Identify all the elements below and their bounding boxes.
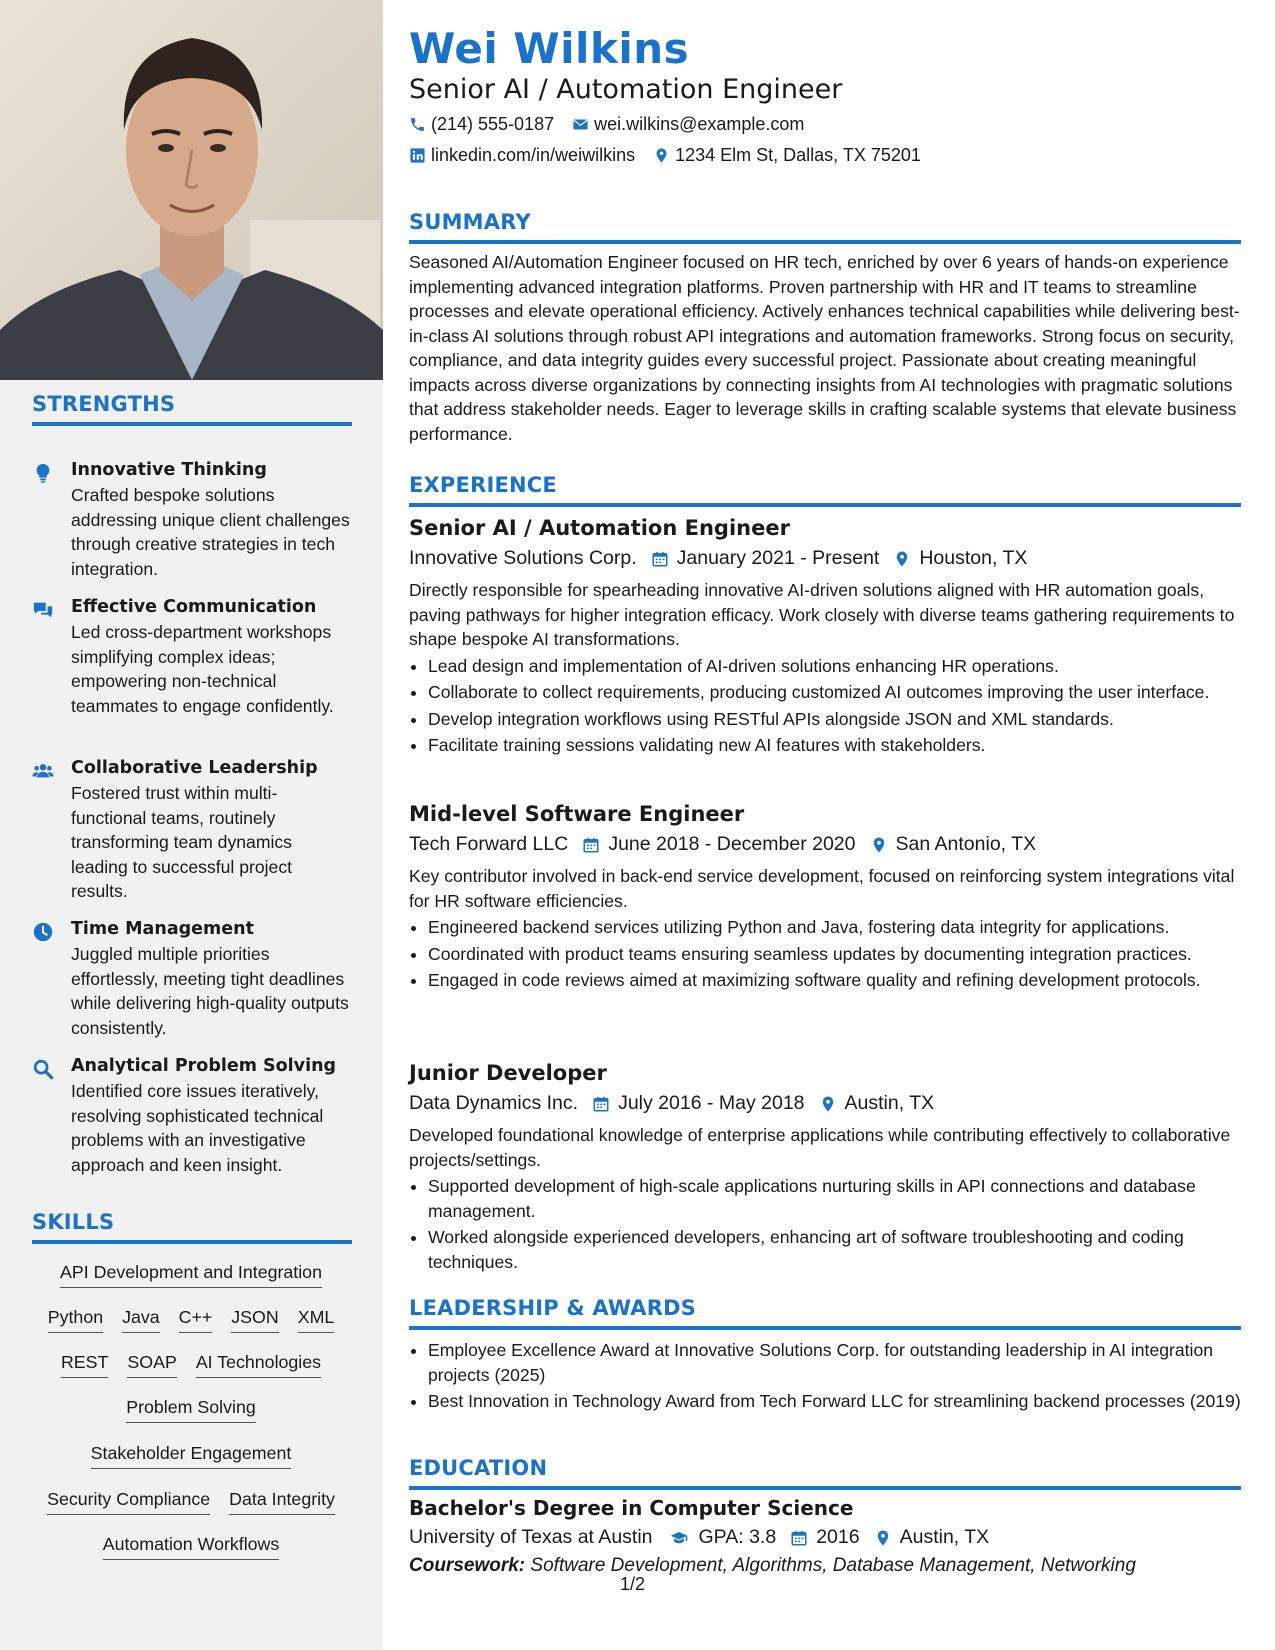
awards-section xyxy=(409,1296,1241,1416)
calendar-icon xyxy=(582,836,600,854)
strengths-heading: STRENGTHS xyxy=(32,392,176,416)
graduation-cap-icon xyxy=(667,1529,691,1547)
job-entry xyxy=(409,1061,1241,1276)
awards-list xyxy=(409,1338,1241,1414)
strength-item xyxy=(32,460,352,581)
skill-tag: Data Integrity xyxy=(229,1489,335,1515)
job-meta xyxy=(409,547,1241,570)
skills-row xyxy=(30,1443,352,1469)
skill-tag: SOAP xyxy=(127,1352,176,1378)
job-bullets xyxy=(409,915,1241,993)
job-bullet: • Coordinated with product teams ensuring seamless updates by documenting integration practices. xyxy=(428,942,1241,967)
job-meta xyxy=(409,833,1241,856)
skills-row xyxy=(30,1262,352,1288)
job-company: Innovative Solutions Corp. xyxy=(409,547,637,569)
skills-row xyxy=(30,1352,352,1378)
job-description: Key contributor involved in back-end service development, focused on reinforcing system integrations vital for HR software efficiencies. xyxy=(409,866,1235,911)
candidate-title: Senior AI / Automation Engineer xyxy=(409,74,843,105)
skill-tag: API Development and Integration xyxy=(60,1262,322,1288)
coursework-text: Software Development, Algorithms, Database Management, Networking xyxy=(530,1555,1136,1576)
job-company: Tech Forward LLC xyxy=(409,833,569,855)
gpa-text: GPA: 3.8 xyxy=(698,1526,777,1548)
skill-tag: Automation Workflows xyxy=(103,1534,280,1560)
profile-photo xyxy=(0,0,383,380)
phone-icon xyxy=(409,116,426,133)
strengths-rule xyxy=(32,422,352,426)
skills-row xyxy=(30,1489,352,1515)
map-pin-icon xyxy=(893,550,911,568)
job-bullet: • Collaborate to collect requirements, producing customized AI outcomes improving the user interface. xyxy=(428,680,1241,705)
strength-title: Effective Communication xyxy=(71,597,317,617)
degree-title: Bachelor's Degree in Computer Science xyxy=(409,1496,854,1520)
awards-rule xyxy=(409,1326,1241,1330)
education-section xyxy=(409,1456,1241,1577)
skill-tag: AI Technologies xyxy=(196,1352,321,1378)
address-text: 1234 Elm St, Dallas, TX 75201 xyxy=(675,145,921,165)
skill-tag: Stakeholder Engagement xyxy=(91,1443,292,1469)
job-title: Mid-level Software Engineer xyxy=(409,802,745,826)
skills-row xyxy=(30,1307,352,1333)
strength-item xyxy=(32,919,352,1040)
job-entry xyxy=(409,516,1241,760)
school-location: Austin, TX xyxy=(899,1526,990,1548)
page-number: 1/2 xyxy=(620,1574,646,1594)
linkedin-text: linkedin.com/in/weiwilkins xyxy=(431,145,636,165)
skill-tag: Java xyxy=(122,1307,160,1333)
skills-rule xyxy=(32,1240,352,1244)
search-icon xyxy=(32,1058,54,1080)
envelope-icon xyxy=(572,116,589,133)
skill-tag: Security Compliance xyxy=(47,1489,210,1515)
address-contact xyxy=(653,145,921,166)
lightbulb-icon xyxy=(32,462,54,484)
linkedin-icon xyxy=(409,147,426,164)
graduation-year: 2016 xyxy=(816,1526,860,1548)
summary-heading: SUMMARY xyxy=(409,210,531,234)
job-company: Data Dynamics Inc. xyxy=(409,1092,579,1114)
job-bullets xyxy=(409,1174,1241,1274)
job-bullet: • Worked alongside experienced developers, enhancing art of software troubleshooting and coding techniques. xyxy=(428,1225,1241,1274)
experience-section xyxy=(409,473,1241,507)
candidate-name: Wei Wilkins xyxy=(409,24,690,73)
job-meta xyxy=(409,1092,1241,1115)
strength-item xyxy=(32,758,352,904)
strength-title: Analytical Problem Solving xyxy=(71,1056,337,1076)
strength-item xyxy=(32,1056,352,1177)
users-icon xyxy=(32,760,54,782)
strength-title: Collaborative Leadership xyxy=(71,758,318,778)
contact-row xyxy=(409,114,804,135)
skill-tag: Python xyxy=(48,1307,103,1333)
skill-tag: REST xyxy=(61,1352,108,1378)
map-pin-icon xyxy=(870,836,888,854)
strength-title: Innovative Thinking xyxy=(71,460,267,480)
skill-tag: C++ xyxy=(179,1307,213,1333)
summary-rule xyxy=(409,240,1241,244)
calendar-icon xyxy=(790,1529,808,1547)
job-location: Houston, TX xyxy=(919,547,1028,569)
phone-contact xyxy=(409,114,554,135)
strength-desc: Led cross-department workshops simplifying complex ideas; empowering non-technical teammates to engage confidently. xyxy=(71,622,334,716)
job-location: Austin, TX xyxy=(844,1092,935,1114)
job-dates: June 2018 - December 2020 xyxy=(608,833,856,855)
award-item: • Employee Excellence Award at Innovative Solutions Corp. for outstanding leadership in AI integration projects (2025) xyxy=(428,1338,1241,1387)
job-bullet: • Supported development of high-scale applications nurturing skills in API connections and database management. xyxy=(428,1174,1241,1223)
summary-text: Seasoned AI/Automation Engineer focused on HR tech, enriched by over 6 years of hands-on experience implementing advanced integration platforms. Proven partnership with HR and IT teams to streamline processes and elevate operational efficiency. Actively enhances technical capabilities while delivering best-in-class AI solutions through robust API integrations and automation frameworks. Strong focus on security, compliance, and data integrity guides every successful project. Passionate about creating meaningful impacts across diverse organizations by connecting insights from AI technologies with pragmatic solutions that address stakeholder needs. Eager to leverage skills in crafting scalable systems that elevate business performance. xyxy=(409,252,1240,444)
job-title: Junior Developer xyxy=(409,1061,607,1085)
email-text: wei.wilkins@example.com xyxy=(594,114,805,134)
skill-tag: XML xyxy=(298,1307,335,1333)
job-bullet: • Engaged in code reviews aimed at maximizing software quality and refining development protocols. xyxy=(428,968,1241,993)
strength-item xyxy=(32,597,352,718)
skills-header xyxy=(32,1210,352,1244)
job-bullet: • Facilitate training sessions validating new AI features with stakeholders. xyxy=(428,733,1241,758)
clock-icon xyxy=(32,921,54,943)
calendar-icon xyxy=(592,1095,610,1113)
award-item: • Best Innovation in Technology Award from Tech Forward LLC for streamlining backend processes (2019) xyxy=(428,1389,1241,1414)
contact-row xyxy=(409,145,921,166)
map-pin-icon xyxy=(819,1095,837,1113)
job-entry xyxy=(409,802,1241,995)
experience-heading: EXPERIENCE xyxy=(409,473,557,497)
job-description: Developed foundational knowledge of enterprise applications while contributing effectively to collaborative projects/settings. xyxy=(409,1125,1231,1170)
coursework-line xyxy=(409,1555,1241,1577)
sidebar xyxy=(0,0,383,1650)
school-name: University of Texas at Austin xyxy=(409,1526,653,1548)
job-dates: July 2016 - May 2018 xyxy=(618,1092,805,1114)
job-bullet: • Lead design and implementation of AI-driven solutions enhancing HR operations. xyxy=(428,654,1241,679)
coursework-label: Coursework: xyxy=(409,1555,526,1576)
education-heading: EDUCATION xyxy=(409,1456,548,1480)
job-description: Directly responsible for spearheading innovative AI-driven solutions aligned with HR automation goals, paving pathways for higher integration efficacy. Work closely with diverse teams gathering requirements to shape bespoke AI transformations. xyxy=(409,580,1235,649)
map-pin-icon xyxy=(874,1529,892,1547)
phone-text: (214) 555-0187 xyxy=(431,114,555,134)
linkedin-contact[interactable] xyxy=(409,145,635,166)
strengths-header xyxy=(32,392,352,426)
email-contact[interactable] xyxy=(572,114,804,135)
comments-icon xyxy=(32,599,54,621)
job-bullets xyxy=(409,654,1241,758)
skills-row xyxy=(30,1397,352,1423)
job-bullet: • Develop integration workflows using RESTful APIs alongside JSON and XML standards. xyxy=(428,707,1241,732)
job-location: San Antonio, TX xyxy=(895,833,1037,855)
calendar-icon xyxy=(651,550,669,568)
skill-tag: Problem Solving xyxy=(126,1397,255,1423)
strength-desc: Fostered trust within multi-functional teams, routinely transforming team dynamics leading to successful project results. xyxy=(71,783,293,901)
skills-heading: SKILLS xyxy=(32,1210,115,1234)
map-pin-icon xyxy=(653,147,670,164)
strength-desc: Identified core issues iteratively, resolving sophisticated technical problems with an investigative approach and keen insight. xyxy=(71,1081,324,1175)
job-bullet: • Engineered backend services utilizing Python and Java, fostering data integrity for applications. xyxy=(428,915,1241,940)
strength-title: Time Management xyxy=(71,919,254,939)
job-dates: January 2021 - Present xyxy=(676,547,880,569)
awards-heading: LEADERSHIP & AWARDS xyxy=(409,1296,697,1320)
education-meta xyxy=(409,1526,1241,1549)
job-title: Senior AI / Automation Engineer xyxy=(409,516,790,540)
education-rule xyxy=(409,1486,1241,1490)
strength-desc: Crafted bespoke solutions addressing unique client challenges through creative strategies in tech integration. xyxy=(71,485,350,579)
skill-tag: JSON xyxy=(231,1307,278,1333)
strength-desc: Juggled multiple priorities effortlessly, meeting tight deadlines while delivering high-quality outputs consistently. xyxy=(71,944,349,1038)
experience-rule xyxy=(409,503,1241,507)
summary-section xyxy=(409,210,1241,446)
skills-row xyxy=(30,1534,352,1560)
